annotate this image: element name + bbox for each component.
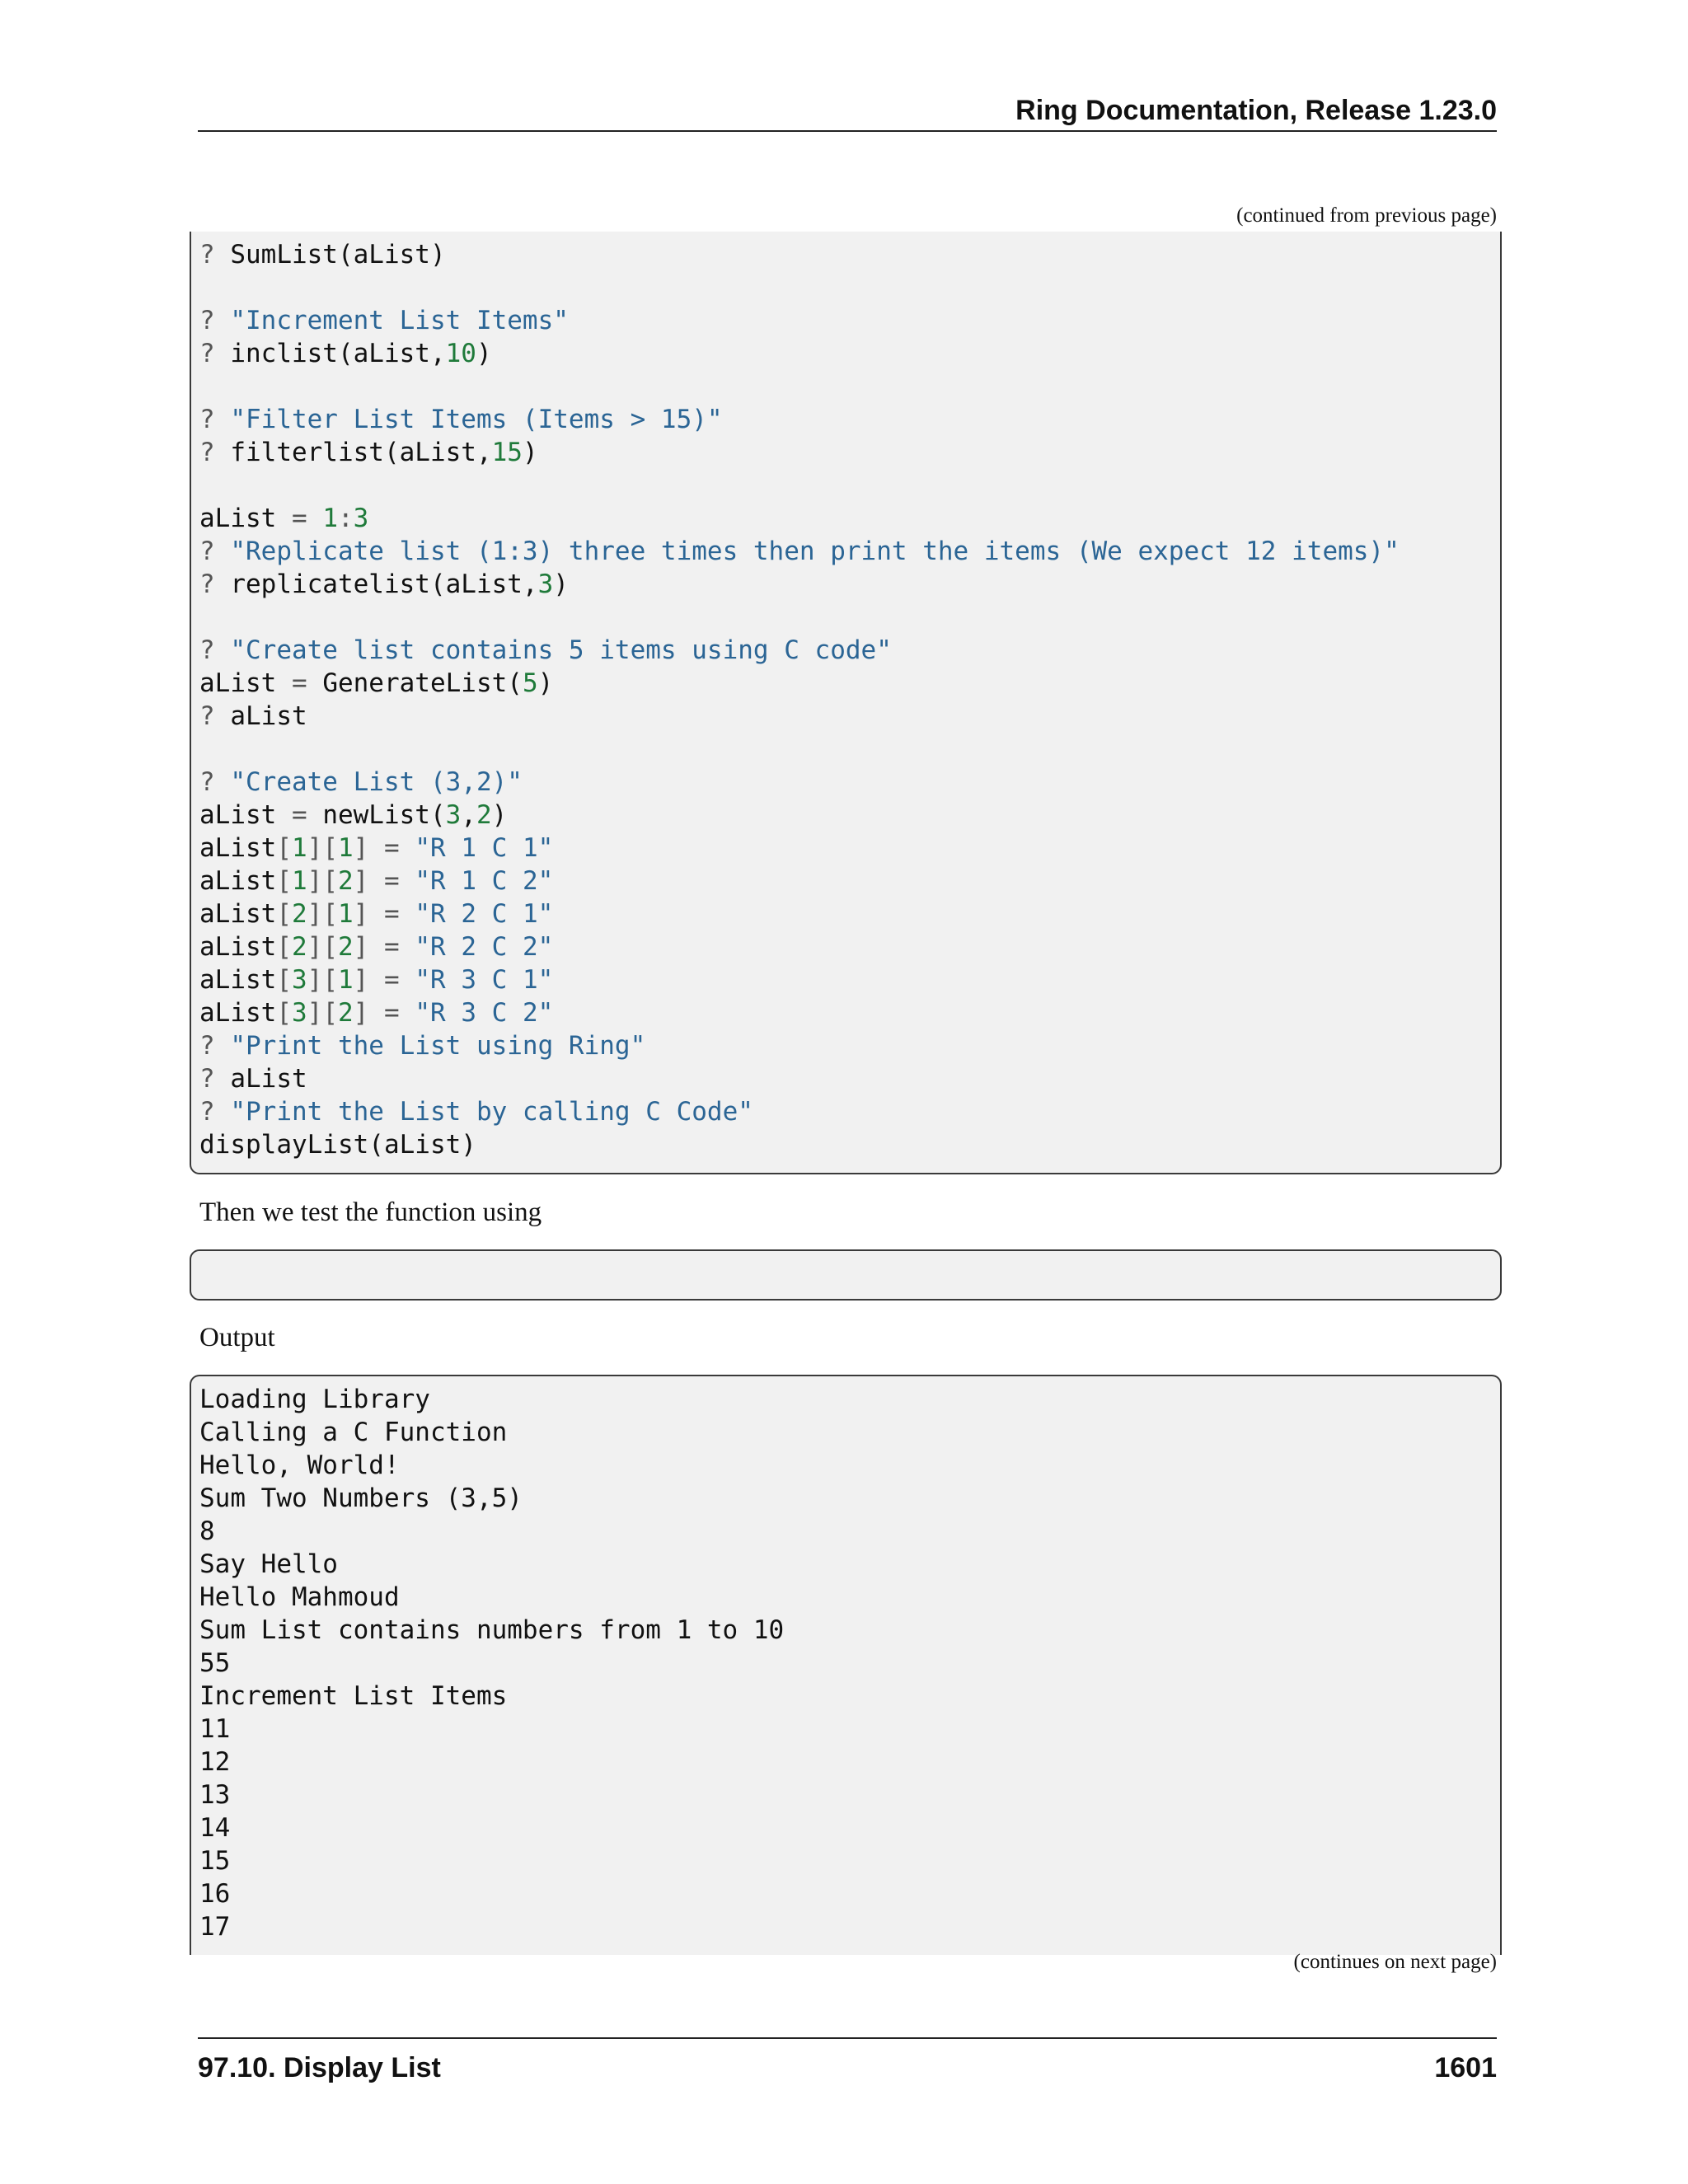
code-token: ? <box>199 537 231 566</box>
code-token: ] = <box>353 965 415 995</box>
prose-paragraph-output: Output <box>199 1323 275 1352</box>
code-token: aList <box>199 668 292 698</box>
code-line <box>191 963 1500 996</box>
output-line: Sum Two Numbers (3,5) <box>199 1483 523 1513</box>
code-token: "Filter List Items (Items > 15)" <box>230 405 723 434</box>
code-token: "Create List (3,2)" <box>230 767 523 797</box>
code-token: ][ <box>307 965 338 995</box>
code-token: [ <box>276 998 292 1028</box>
code-token: ][ <box>307 833 338 863</box>
code-token: ? <box>199 306 231 335</box>
code-token: 2 <box>476 800 492 830</box>
code-line <box>191 568 1500 601</box>
code-line <box>191 1062 1500 1095</box>
code-token: 2 <box>292 932 307 962</box>
code-line <box>191 403 1500 436</box>
code-line <box>191 799 1500 832</box>
code-token: 5 <box>522 668 538 698</box>
output-line: Hello Mahmoud <box>199 1582 400 1612</box>
code-token: ] = <box>353 998 415 1028</box>
code-line <box>191 832 1500 865</box>
code-token: ] = <box>353 899 415 929</box>
page-header <box>198 91 1497 132</box>
code-token: ][ <box>307 998 338 1028</box>
code-token: 1 <box>292 866 307 896</box>
document-title: Ring Documentation, Release 1.23.0 <box>1015 95 1497 126</box>
code-token: replicatelist(aList, <box>230 569 538 599</box>
code-token: ? <box>199 438 231 467</box>
code-line <box>191 930 1500 963</box>
code-token: "Increment List Items" <box>230 306 569 335</box>
code-token: ) <box>476 339 492 368</box>
code-token: ? <box>199 1031 231 1061</box>
code-token: ? <box>199 701 231 731</box>
code-token: 2 <box>338 932 354 962</box>
code-token: "Print the List using Ring" <box>230 1031 646 1061</box>
code-token: "R 2 C 2" <box>415 932 554 962</box>
code-token: ? <box>199 1097 231 1127</box>
code-token: [ <box>276 866 292 896</box>
code-token: ) <box>522 438 538 467</box>
code-token: ] = <box>353 833 415 863</box>
code-line <box>191 271 1500 304</box>
code-token: aList <box>199 866 277 896</box>
output-line: 16 <box>199 1879 231 1909</box>
code-token: , <box>461 800 476 830</box>
code-token: "Create list contains 5 items using C code" <box>230 635 892 665</box>
code-token: aList <box>199 899 277 929</box>
code-token: ? <box>199 1064 231 1094</box>
code-token: ] = <box>353 866 415 896</box>
code-token: ][ <box>307 899 338 929</box>
footer-section-title: 97.10. Display List <box>198 2052 441 2083</box>
code-token: 3 <box>353 504 369 533</box>
ring-code-block <box>190 232 1502 1174</box>
code-token: 3 <box>292 965 307 995</box>
code-token: 3 <box>445 800 462 830</box>
code-token: 1 <box>322 504 338 533</box>
code-line <box>191 238 1500 271</box>
output-line: Sum List contains numbers from 1 to 10 <box>199 1615 785 1645</box>
continues-on-next-note: (continues on next page) <box>1293 1951 1497 1973</box>
code-token: 2 <box>338 998 354 1028</box>
code-line <box>191 337 1500 370</box>
code-token: aList <box>199 998 277 1028</box>
output-line: 13 <box>199 1780 231 1810</box>
prose-paragraph-test: Then we test the function using <box>199 1197 542 1227</box>
code-token: 15 <box>491 438 523 467</box>
code-token: aList <box>199 833 277 863</box>
code-token: "R 1 C 1" <box>415 833 554 863</box>
code-token: ? <box>199 767 231 797</box>
output-line: 17 <box>199 1912 231 1942</box>
code-line <box>191 667 1500 700</box>
code-token: ] = <box>353 932 415 962</box>
code-line <box>191 304 1500 337</box>
code-line <box>191 436 1500 469</box>
code-token: ) <box>537 668 554 698</box>
output-line: Calling a C Function <box>199 1418 508 1447</box>
code-line <box>191 865 1500 898</box>
code-token: aList <box>199 965 277 995</box>
code-line <box>191 700 1500 733</box>
code-line <box>191 535 1500 568</box>
output-line: Increment List Items <box>199 1681 508 1711</box>
code-token: SumList(aList) <box>230 240 446 269</box>
code-token: ? <box>199 569 231 599</box>
code-token: 1 <box>292 833 307 863</box>
code-token: ? <box>199 405 231 434</box>
code-token: = <box>291 800 323 830</box>
code-token: "R 3 C 2" <box>415 998 554 1028</box>
output-line: 8 <box>199 1516 215 1546</box>
code-token: 1 <box>338 965 354 995</box>
code-token: newList( <box>322 800 446 830</box>
code-token: ][ <box>307 866 338 896</box>
code-token: : <box>337 504 354 533</box>
code-token: ? <box>199 240 231 269</box>
code-token: [ <box>276 833 292 863</box>
code-line <box>191 1128 1500 1161</box>
output-line: Hello, World! <box>199 1451 400 1480</box>
code-token: 1 <box>338 899 354 929</box>
code-token: ? <box>199 339 231 368</box>
code-token: aList <box>230 1064 307 1094</box>
code-token: ? <box>199 635 231 665</box>
page-footer <box>198 2037 1497 2084</box>
code-line <box>191 1029 1500 1062</box>
output-line: Loading Library <box>199 1385 430 1414</box>
output-line: Say Hello <box>199 1549 338 1579</box>
code-token: 2 <box>338 866 354 896</box>
code-token: [ <box>276 965 292 995</box>
code-token: 3 <box>292 998 307 1028</box>
output-line: 15 <box>199 1846 231 1876</box>
command-code-block <box>190 1249 1502 1301</box>
code-token: displayList(aList) <box>199 1130 476 1160</box>
code-token: "R 2 C 1" <box>415 899 554 929</box>
code-token: 10 <box>445 339 476 368</box>
code-token: 3 <box>537 569 554 599</box>
output-line: 14 <box>199 1813 231 1843</box>
code-line <box>191 996 1500 1029</box>
code-token: = <box>291 668 323 698</box>
code-token: GenerateList( <box>322 668 523 698</box>
continued-from-previous-note: (continued from previous page) <box>1236 204 1497 227</box>
code-token: aList <box>199 504 292 533</box>
code-token: filterlist(aList, <box>230 438 492 467</box>
code-token: aList <box>230 701 307 731</box>
code-line <box>191 1095 1500 1128</box>
code-token: [ <box>276 932 292 962</box>
code-token: aList <box>199 932 277 962</box>
code-token: = <box>291 504 323 533</box>
code-token: inclist(aList, <box>230 339 446 368</box>
output-line: 12 <box>199 1747 231 1777</box>
code-token: ][ <box>307 932 338 962</box>
code-token: "Replicate list (1:3) three times then print the items (We expect 12 items)" <box>230 537 1400 566</box>
code-line <box>191 898 1500 930</box>
code-token: "R 1 C 2" <box>415 866 554 896</box>
code-line <box>191 370 1500 403</box>
code-token: [ <box>276 899 292 929</box>
code-line <box>191 634 1500 667</box>
code-line <box>191 502 1500 535</box>
code-token: ) <box>553 569 569 599</box>
code-token: ) <box>491 800 508 830</box>
code-token: 1 <box>338 833 354 863</box>
code-line <box>191 601 1500 634</box>
output-code-block <box>190 1375 1502 1955</box>
code-line <box>191 733 1500 766</box>
output-line: 55 <box>199 1648 231 1678</box>
code-line <box>191 766 1500 799</box>
code-line <box>191 469 1500 502</box>
code-token: "Print the List by calling C Code" <box>230 1097 753 1127</box>
footer-page-number: 1601 <box>1434 2052 1497 2083</box>
code-token: 2 <box>292 899 307 929</box>
code-token: "R 3 C 1" <box>415 965 554 995</box>
output-line: 11 <box>199 1714 231 1744</box>
code-token: aList <box>199 800 292 830</box>
